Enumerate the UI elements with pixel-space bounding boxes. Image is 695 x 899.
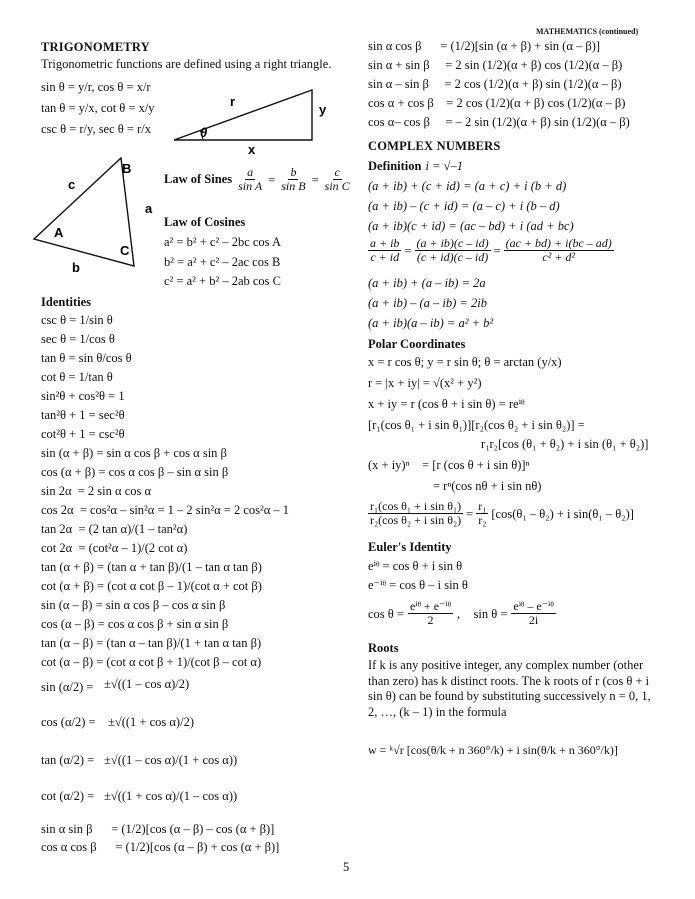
def-line-2: tan θ = y/x, cot θ = x/y bbox=[41, 101, 155, 115]
identity-line: sin (α + β) = sin α cos β + cos α sin β bbox=[41, 446, 227, 460]
sum-product-list bbox=[368, 37, 630, 132]
euler-cos-sin: cos θ = $\frac{\text{eⁱᶿ + e⁻ⁱᶿ}}{2}$ , sin θ = $\frac{\text{eⁱᶿ – e⁻ⁱᶿ}}{2i}$ bbox=[368, 599, 554, 627]
law-of-cosines-title: Law of Cosines bbox=[164, 215, 246, 229]
cosines-line-1: a² = b² + c² – 2bc cos A bbox=[164, 235, 281, 249]
product-sin-sin: sin α sin β = (1/2)[cos (α – β) – cos (α + β)] bbox=[41, 822, 275, 836]
euler-line-2: e⁻ⁱᶿ = cos θ – i sin θ bbox=[368, 578, 468, 592]
half-cot-lhs: cot (α/2) = bbox=[41, 789, 95, 803]
complex-sub: (a + ib) – (c + id) = (a – c) + i (b – d) bbox=[368, 199, 560, 213]
identity-line: cot (α + β) = (cot α cot β – 1)/(cot α + cot β) bbox=[41, 579, 262, 593]
sines-fraction-a: $\frac{a}{\text{sin A}}$ bbox=[238, 165, 263, 193]
euler-sin-frac: $\frac{\text{eⁱᶿ – e⁻ⁱᶿ}}{2i}$ bbox=[513, 599, 554, 627]
polar-ratio: $\frac{\text{r₁(cos θ₁ + i sin θ₁)}}{\text{r₂(cos θ₂ + i sin θ₂)}}$ = $\frac{\text{r₁}}{\text{r₂}}$ [cos(θ₁ – θ₂) + i sin(θ₁ – θ₂)] bbox=[370, 499, 634, 527]
label-x: x bbox=[248, 142, 256, 156]
identity-line: cos 2α = cos²α – sin²α = 1 – 2 sin²α = 2 cos²α – 1 bbox=[41, 503, 290, 517]
division-left: $\frac{a + ib}{c + id}$ bbox=[370, 236, 400, 264]
identity-line: tan 2α = (2 tan α)/(1 – tan²α) bbox=[41, 522, 188, 536]
sum-product-line: sin α cos β = (1/2)[sin (α + β) + sin (α – β)] bbox=[368, 39, 601, 53]
sines-fraction-c: $\frac{c}{\text{sin C}}$ bbox=[324, 165, 350, 193]
cosines-line-2: b² = a² + c² – 2ac cos B bbox=[164, 255, 281, 269]
roots-paragraph: If k is any positive integer, any complex number (other than zero) has k distinct roots. The k roots of r (cos θ + i sin θ) can be found by substituting successively n = 0, 1, 2, …, (k – 1) in the formula bbox=[368, 658, 651, 719]
label-y: y bbox=[319, 102, 327, 117]
definition-equation: i = √–1 bbox=[425, 159, 464, 173]
label-side-b: b bbox=[72, 260, 80, 275]
roots-heading: Roots bbox=[368, 641, 399, 655]
definition-label: Definition bbox=[368, 159, 422, 173]
identity-line: cot (α – β) = (cot α cot β + 1)/(cot β – cot α) bbox=[41, 655, 262, 669]
identity-line: csc θ = 1/sin θ bbox=[41, 313, 113, 327]
trig-intro: Trigonometric functions are defined using a right triangle. bbox=[41, 57, 332, 71]
complex-conj-mul: (a + ib)(a – ib) = a² + b² bbox=[368, 316, 494, 330]
complex-conj-add: (a + ib) + (a – ib) = 2a bbox=[368, 276, 486, 290]
polar-heading: Polar Coordinates bbox=[368, 337, 466, 351]
sines-fraction-b: $\frac{b}{\text{sin B}}$ bbox=[281, 165, 306, 193]
running-header: MATHEMATICS (continued) bbox=[536, 27, 639, 36]
euler-line-1: eⁱᶿ = cos θ + i sin θ bbox=[368, 559, 463, 573]
complex-mul: (a + ib)(c + id) = (ac – bd) + i (ad + bc) bbox=[368, 219, 574, 233]
euler-cos-frac: $\frac{\text{eⁱᶿ + e⁻ⁱᶿ}}{2}$ bbox=[409, 599, 452, 627]
polar-line-2: r = |x + iy| = √(x² + y²) bbox=[368, 376, 482, 390]
euler-sin-lhs: sin θ = bbox=[473, 606, 508, 621]
identities-heading: Identities bbox=[41, 295, 91, 309]
identity-line: sin (α – β) = sin α cos β – cos α sin β bbox=[41, 598, 226, 612]
oblique-triangle-figure bbox=[28, 152, 158, 277]
law-of-sines-title: Law of Sines bbox=[164, 172, 233, 186]
roots-formula: w = ᵏ√r [cos(θ/k + n 360°/k) + i sin(θ/k + n 360°/k)] bbox=[368, 743, 618, 757]
label-side-a: a bbox=[145, 201, 153, 216]
half-tan-lhs: tan (α/2) = bbox=[41, 753, 95, 767]
identity-line: tan (α – β) = (tan α – tan β)/(1 + tan α tan β) bbox=[41, 636, 262, 650]
right-triangle-figure bbox=[170, 86, 330, 156]
complex-add: (a + ib) + (c + id) = (a + c) + i (b + d) bbox=[368, 179, 567, 193]
ratio-r: $\frac{\text{r₁}}{\text{r₂}}$ bbox=[478, 499, 487, 527]
polar-line-4: [r₁(cos θ₁ + i sin θ₁)][r₂(cos θ₂ + i sin θ₂)] = bbox=[368, 418, 585, 432]
euler-heading: Euler's Identity bbox=[368, 540, 452, 554]
label-angle-B: B bbox=[122, 161, 132, 176]
polar-line-1: x = r cos θ; y = r sin θ; θ = arctan (y/x) bbox=[368, 355, 562, 369]
complex-division: $\frac{a + ib}{c + id}$ = $\frac{(a + ib)(c - id)}{(c + id)(c - id)}$ = $\frac{(ac + bd) + i(bc - ad)}{\text{c² + d²}}$ bbox=[370, 236, 612, 264]
polar-line-6: (x + iy)ⁿ = [r (cos θ + i sin θ)]ⁿ bbox=[368, 458, 530, 472]
polar-line-5: r₁r₂[cos (θ₁ + θ₂) + i sin (θ₁ + θ₂)] bbox=[481, 437, 649, 451]
sum-product-line: sin α – sin β = 2 cos (1/2)(α + β) sin (1/2)(α – β) bbox=[368, 77, 622, 91]
division-right: $\frac{(ac + bd) + i(bc - ad)}{\text{c² + d²}}$ bbox=[505, 236, 612, 264]
product-cos-cos: cos α cos β = (1/2)[cos (α – β) + cos (α + β)] bbox=[41, 840, 280, 854]
label-angle-A: A bbox=[54, 225, 64, 240]
identity-line: cos (α – β) = cos α cos β + sin α sin β bbox=[41, 617, 229, 631]
identity-line: cot θ = 1/tan θ bbox=[41, 370, 113, 384]
half-cos-rhs: ±√((1 + cos α)/2) bbox=[108, 715, 194, 729]
half-sin-rhs: ±√((1 – cos α)/2) bbox=[104, 677, 190, 691]
polar-line-3: x + iy = r (cos θ + i sin θ) = reⁱᶿ bbox=[368, 397, 525, 411]
half-tan-rhs: ±√((1 – cos α)/(1 + cos α)) bbox=[104, 753, 238, 767]
label-r: r bbox=[230, 94, 236, 109]
identity-line: cot²θ + 1 = csc²θ bbox=[41, 427, 125, 441]
label-angle-C: C bbox=[120, 243, 130, 258]
identities-list bbox=[41, 311, 289, 672]
complex-numbers-heading: COMPLEX NUMBERS bbox=[368, 139, 501, 153]
euler-cos-lhs: cos θ = bbox=[368, 606, 404, 621]
complex-conj-sub: (a + ib) – (a – ib) = 2ib bbox=[368, 296, 487, 310]
complex-definition bbox=[368, 157, 463, 175]
label-side-c: c bbox=[68, 177, 76, 192]
identity-line: tan (α + β) = (tan α + tan β)/(1 – tan α tan β) bbox=[41, 560, 262, 574]
ratio-left: $\frac{\text{r₁(cos θ₁ + i sin θ₁)}}{\text{r₂(cos θ₂ + i sin θ₂)}}$ bbox=[370, 499, 462, 527]
label-theta: θ bbox=[200, 125, 208, 140]
def-line-1: sin θ = y/r, cos θ = x/r bbox=[41, 80, 151, 94]
division-middle: $\frac{(a + ib)(c - id)}{(c + id)(c - id)}$ bbox=[416, 236, 489, 264]
def-line-3: csc θ = r/y, sec θ = r/x bbox=[41, 122, 151, 136]
identity-line: cot 2α = (cot²α – 1)/(2 cot α) bbox=[41, 541, 188, 555]
identity-line: sin 2α = 2 sin α cos α bbox=[41, 484, 152, 498]
identity-line: cos (α + β) = cos α cos β – sin α sin β bbox=[41, 465, 229, 479]
identity-line: sec θ = 1/cos θ bbox=[41, 332, 115, 346]
sum-product-line: cos α– cos β = – 2 sin (1/2)(α + β) sin (1/2)(α – β) bbox=[368, 115, 630, 129]
half-sin-lhs: sin (α/2) = bbox=[41, 680, 94, 694]
law-of-sines: Law of Sines $\frac{a}{\text{sin A}}$ = $\frac{b}{\text{sin B}}$ = $\frac{c}{\text{sin C}}$ bbox=[164, 165, 350, 193]
half-cot-rhs: ±√((1 + cos α)/(1 – cos α)) bbox=[104, 789, 238, 803]
identity-line: tan θ = sin θ/cos θ bbox=[41, 351, 132, 365]
identity-line: tan²θ + 1 = sec²θ bbox=[41, 408, 125, 422]
sum-product-line: sin α + sin β = 2 sin (1/2)(α + β) cos (1/2)(α – β) bbox=[368, 58, 623, 72]
page-number: 5 bbox=[343, 860, 350, 874]
cosines-line-3: c² = a² + b² – 2ab cos C bbox=[164, 274, 281, 288]
polar-line-7: = rⁿ(cos nθ + i sin nθ) bbox=[433, 479, 542, 493]
trigonometry-heading: TRIGONOMETRY bbox=[41, 40, 150, 54]
sum-product-line: cos α + cos β = 2 cos (1/2)(α + β) cos (1/2)(α – β) bbox=[368, 96, 626, 110]
half-cos-lhs: cos (α/2) = bbox=[41, 715, 96, 729]
ratio-tail: [cos(θ₁ – θ₂) + i sin(θ₁ – θ₂)] bbox=[491, 506, 634, 521]
identity-line: sin²θ + cos²θ = 1 bbox=[41, 389, 125, 403]
